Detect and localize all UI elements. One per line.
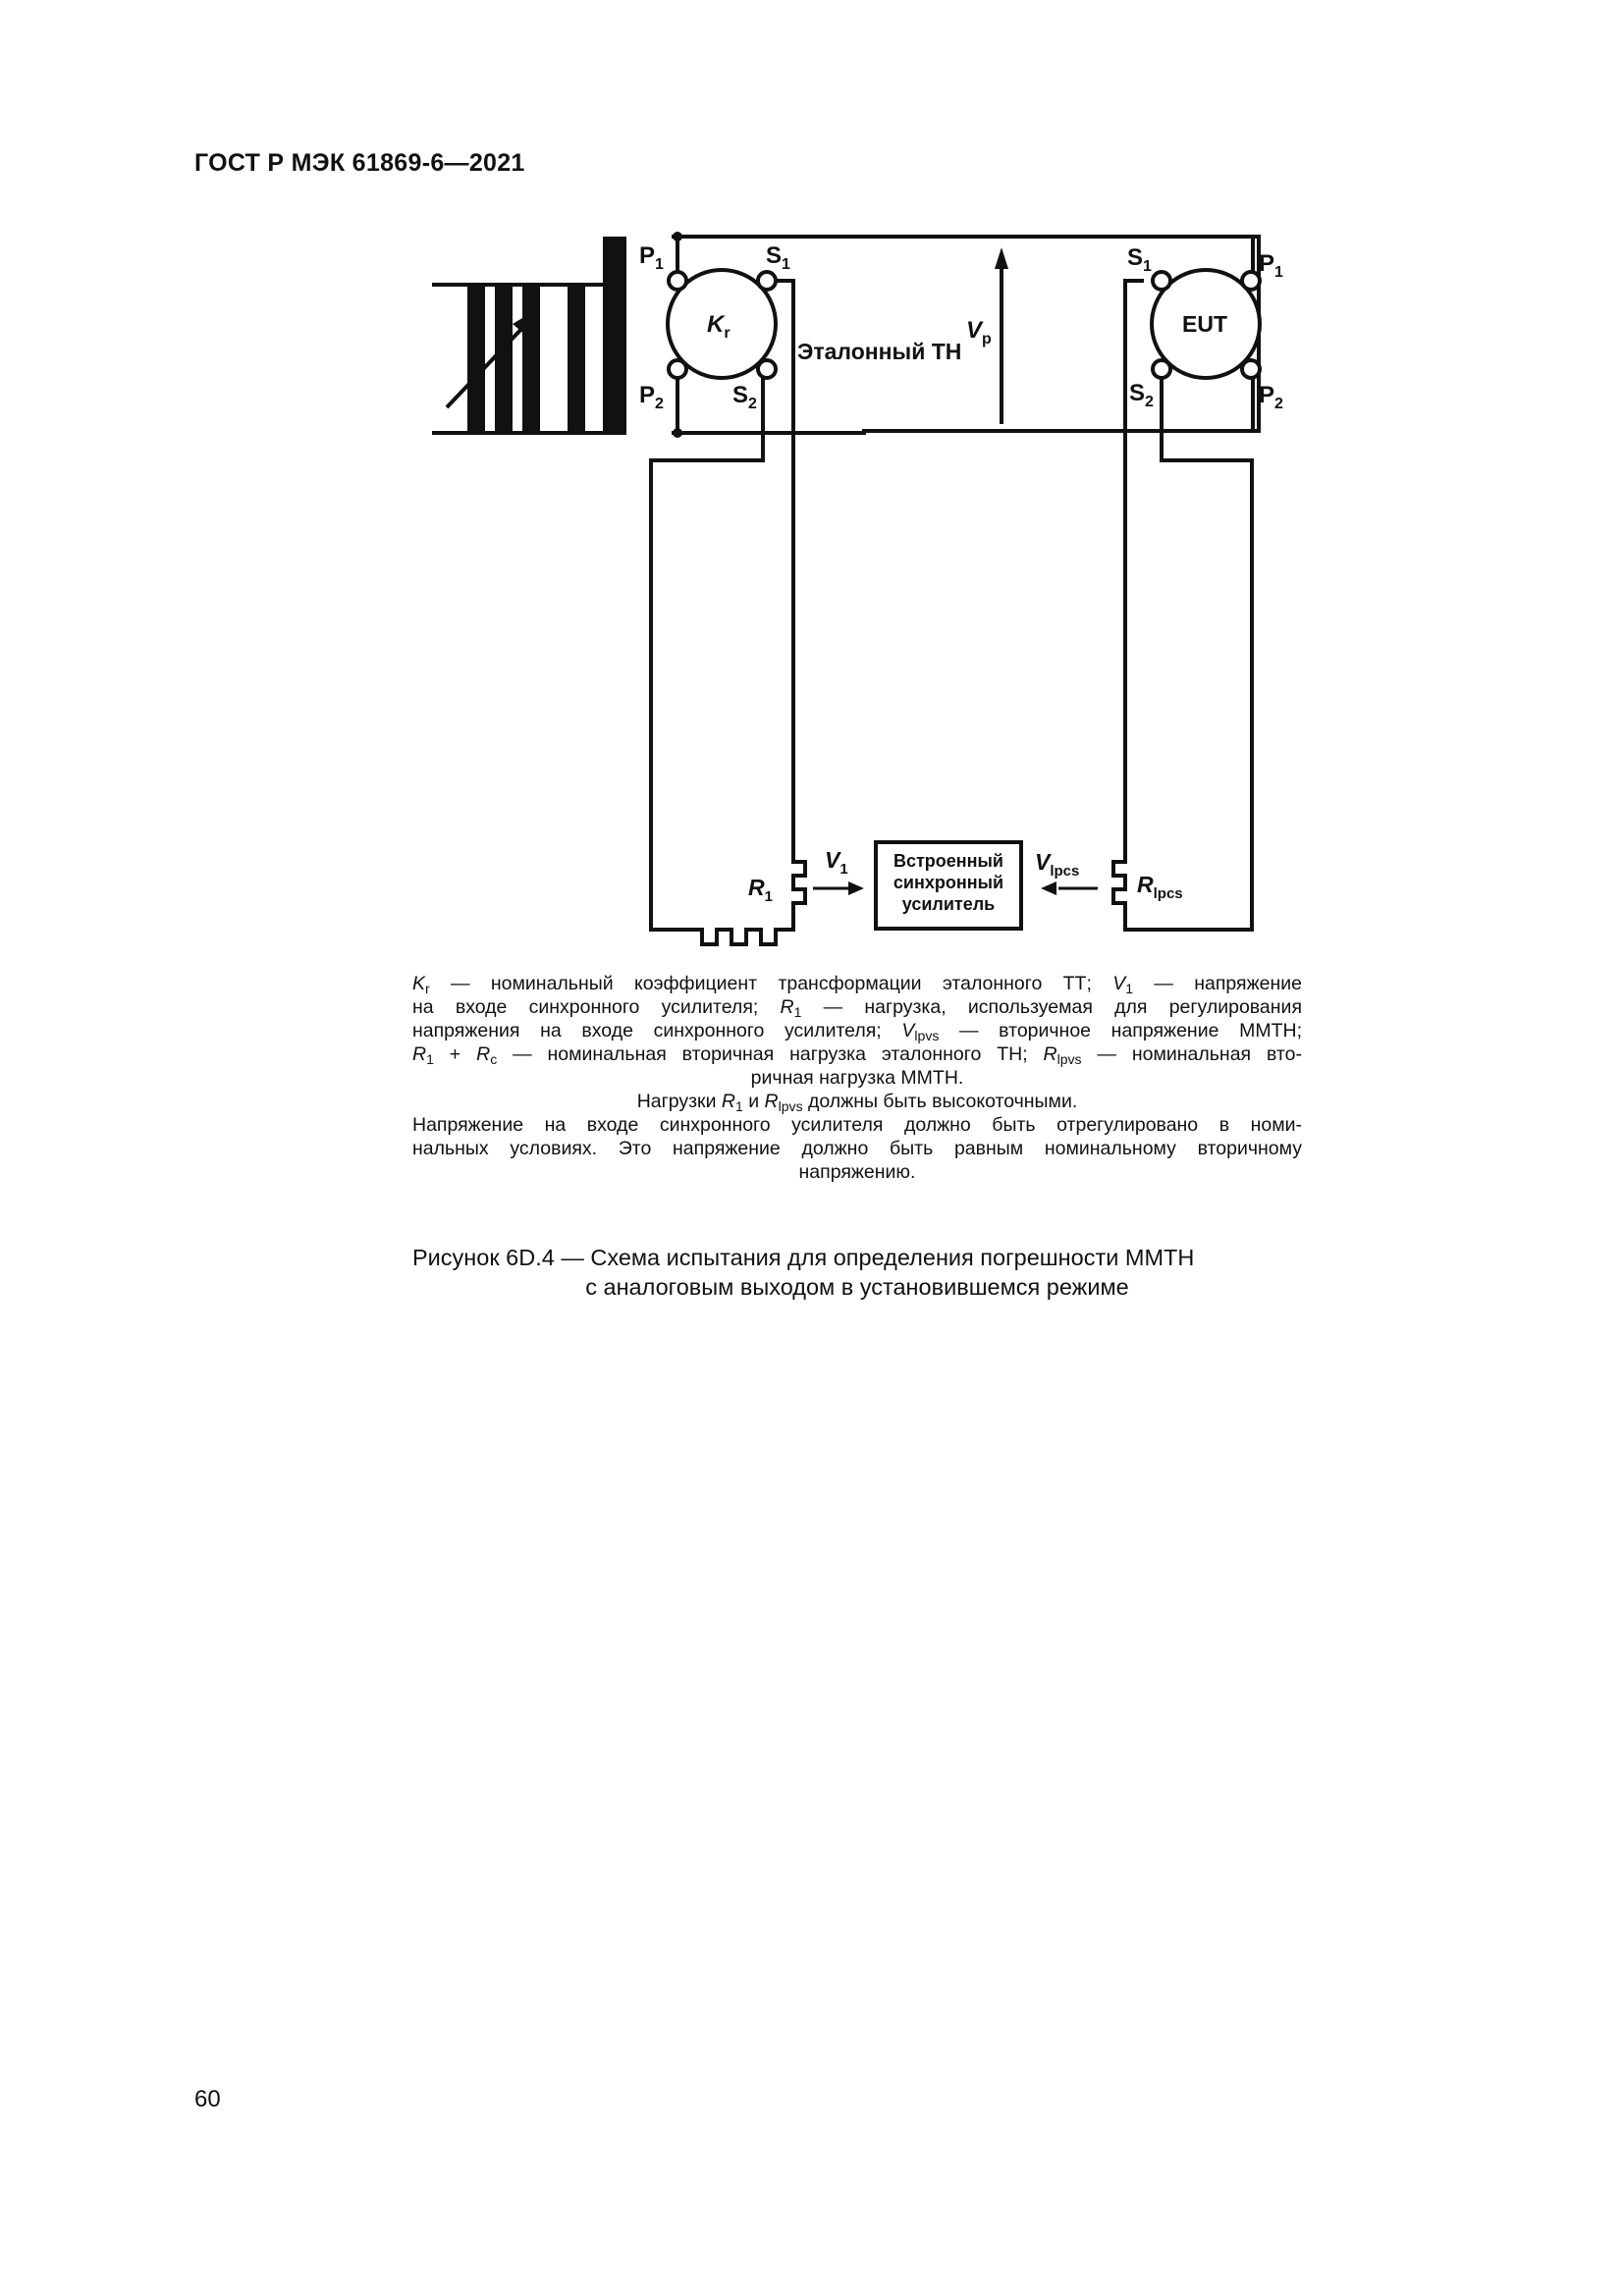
figure-caption [412, 1243, 1302, 1302]
label-eut-p2: $P_2$ [1259, 382, 1283, 412]
v1-arrow-head [848, 881, 864, 895]
legend-line-1: $K_r$ — номинальный коэффициент трансформации эталонного ТТ; $V_1$ — напряжение [412, 973, 1302, 997]
amp-label-line1: Встроенный [893, 851, 1004, 871]
label-v1: $V_1$ [825, 847, 848, 878]
ref-terminal-p1 [669, 272, 686, 290]
label-r1: $R_1$ [748, 875, 773, 905]
legend-line-3: напряжения на входе синхронного усилителя; $V_{lpvs}$ — вторичное напряжение ММТН; [412, 1020, 1302, 1044]
document-header: ГОСТ Р МЭК 61869-6—2021 [194, 149, 525, 177]
label-p2: $P_2$ [639, 382, 664, 412]
legend-note-line-1: Напряжение на входе синхронного усилителя должно быть отрегулировано в номи- [412, 1114, 1302, 1136]
legend-line-4: $R_1 + R_c$ — номинальная вторичная нагрузка эталонного ТН; $R_{lpvs}$ — номинальная вто- [412, 1043, 1302, 1068]
page-number: 60 [194, 2086, 221, 2112]
rlpcs-resistor-shape [1113, 862, 1125, 930]
r1-bottom-return [776, 908, 793, 930]
label-eut-p1: $P_1$ [1259, 250, 1283, 281]
legend-line-5: ричная нагрузка ММТН. [750, 1067, 964, 1089]
eut-terminal-s2 [1153, 360, 1170, 378]
source-adjust-arrow-shaft [447, 324, 526, 407]
label-p1: $P_1$ [639, 242, 664, 273]
loop-bottom-squiggle [702, 930, 776, 944]
label-vp: $V_p$ [966, 317, 992, 347]
label-vlpcs: $V_{lpcs}$ [1035, 849, 1080, 880]
eut-s2-loop [1125, 377, 1252, 930]
legend-note-line-3: напряжению. [798, 1161, 916, 1183]
legend-loads-note: Нагрузки $R_1$ и $R_{lpvs}$ должны быть высокоточными. [636, 1091, 1078, 1115]
label-s1: $S_1$ [766, 242, 790, 273]
ref-terminal-p2 [669, 360, 686, 378]
legend-line-2: на входе синхронного усилителя; $R_1$ — нагрузка, используемая для регулирования [412, 996, 1302, 1021]
ref-terminal-s2 [758, 360, 776, 378]
legend-note-line-2: нальных условиях. Это напряжение должно быть равным номинальному вторичному [412, 1138, 1302, 1159]
eut-terminal-p1 [1242, 272, 1260, 290]
label-eut-s1: $S_1$ [1127, 244, 1152, 275]
label-reference-vt: Эталонный ТН [797, 339, 962, 364]
caption-line-2: с аналоговым выходом в установившемся режиме [585, 1274, 1129, 1300]
variable-source [467, 237, 626, 435]
r1-resistor-shape [793, 862, 805, 908]
vlpcs-arrow-head [1041, 881, 1056, 895]
vp-arrow-head [995, 247, 1008, 269]
amp-label-line2: синхронный [893, 873, 1004, 892]
label-eut-s2: $S_2$ [1129, 380, 1154, 410]
eut-terminal-p2 [1242, 360, 1260, 378]
eut-s1-wire [1125, 281, 1142, 862]
figure-legend [412, 972, 1302, 1184]
label-s2: $S_2$ [732, 382, 757, 412]
caption-line-1: Рисунок 6D.4 — Схема испытания для определения погрешности ММТН [412, 1245, 1195, 1270]
ref-terminal-s1 [758, 272, 776, 290]
eut-terminal-s1 [1153, 272, 1170, 290]
label-kr: $K_r$ [707, 311, 731, 342]
label-eut: EUT [1182, 311, 1227, 337]
label-rlpcs: $R_{lpcs}$ [1137, 872, 1183, 902]
ref-s2-loop [651, 377, 763, 930]
amp-label-line3: усилитель [901, 894, 996, 914]
